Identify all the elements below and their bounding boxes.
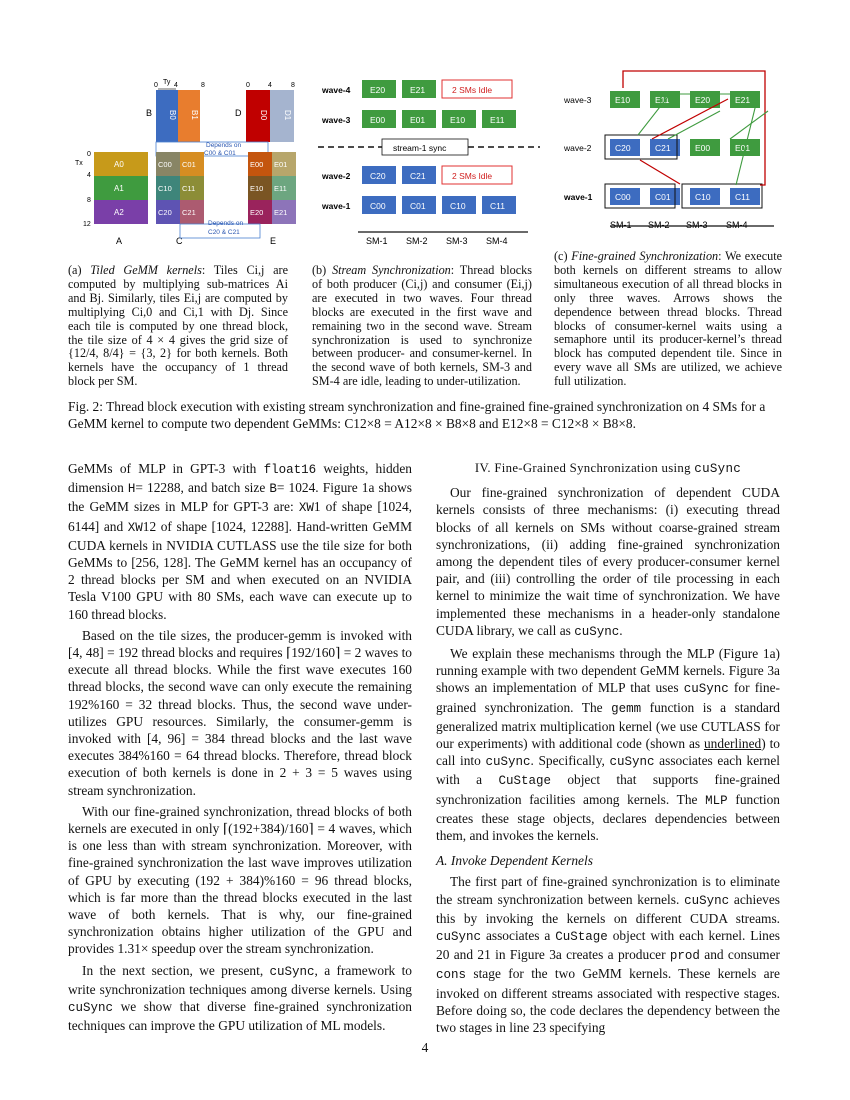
subsection-heading: A. Invoke Dependent Kernels xyxy=(436,853,593,869)
sm-label-3: SM-3 xyxy=(446,236,468,246)
tile-e11: E11 xyxy=(274,184,287,193)
tile-c00: C00 xyxy=(158,160,172,169)
depends-bottom-2: C20 & C21 xyxy=(208,229,240,236)
wave-label: wave-4 xyxy=(322,85,351,95)
sm-label-2: SM-2 xyxy=(406,236,428,246)
thread-block-label: E00 xyxy=(370,115,386,125)
tile-c21: C21 xyxy=(182,208,196,217)
left-column xyxy=(68,460,412,1035)
left-paragraph-2: Based on the tile sizes, the producer-gemm is invoked with [4, 48] = 192 thread blocks and requires ⌈192/160⌉ = 2 waves to execute all thread blocks. While the first wave executes 160 thread blocks, the second wave can only execute the remaining 192%160 = 32 thread blocks. Thus, the second wave under-utilizes GPU resources. Similarly, the consumer-gemm is invoked with [4, 96] = 384 thread blocks and the last wave executes 384%160 = 64 thread blocks. Therefore, thread block execution of both kernels is done in 2 + 3 = 5 waves using stream synchronization. xyxy=(68,627,412,798)
figure-a-tiled-gemm xyxy=(70,76,310,254)
section-heading: IV. Fine-Grained Synchronization using cuSync xyxy=(474,461,742,476)
right-paragraph-3: The first part of fine-grained synchronization is to eliminate the stream synchronization between kernels. cuSync achieves this by invoking the kernels on different CUDA streams. cuSync associates a CuStage object with each kernel. Lines 20 and 21 in Figure 3a creates a producer prod and consumer cons stage for the two GeMM kernels. These kernels are invoked on different streams associated with respective stages. Before doing so, the code declares the dependency between the two stages in line 23 specifying xyxy=(436,874,781,1036)
tile-a0-label: A0 xyxy=(114,160,124,169)
tick-d-4: 4 xyxy=(268,82,272,89)
tile-b0-label: B0 xyxy=(168,110,177,120)
right-paragraph-1: Our fine-grained synchronization of dependent CUDA kernels consists of three mechanisms: (i) executing thread blocks of all kernels on SMs without coarse-grained stream synchronizations, (ii) adding fine-grained synchronization among the dependent tiles of every producer-consumer kernel pair, and (iii) controlling the order of tile processing in each kernel to minimize the wait time of synchronization. We have implemented these mechanisms in a header-only standalone CUDA library, we call as cuSync. xyxy=(436,485,780,639)
tile-d0-label: D0 xyxy=(259,110,268,121)
left-paragraph-4: In the next section, we present, cuSync, a framework to write synchronization techniques among diverse kernels. Using cuSync we show that diverse fine-grained synchronization techniques can improve the GPU utilization of ML models. xyxy=(68,962,412,1034)
tick-d-8: 8 xyxy=(291,82,295,89)
tick-b-4: 4 xyxy=(174,82,178,89)
left-paragraph-1: GeMMs of MLP in GPT-3 with float16 weights, hidden dimension H= 12288, and batch size B= 1024. Figure 1a shows the GeMM sizes in MLP for GPT-3 are: XW1 of shape [1024, 6144] and XW12 of shape [1024, 12288]. Hand-written GeMM CUDA kernels in NVIDIA CUTLASS use the tile size for both GeMMs to [256, 128]. The GeMM kernel has an occupancy of 2 thread blocks per SM and when executed on an NVIDIA Tesla V100 GPU with 80 SMs, each wave can execute up to 160 thread blocks. xyxy=(68,461,413,622)
c-thread-block-label: E10 xyxy=(615,95,631,105)
figure-caption: Fig. 2: Thread block execution with existing stream synchronization and fine-grained fine-grained synchronization on 4 SMs for a GeMM kernel to compute two dependent GeMMs: C12×8 = A12×8 × B8×8 and E12×8 = C12×8 × B8×8. xyxy=(68,399,766,431)
c-wave-label: wave-3 xyxy=(564,95,592,105)
thread-block-label: E21 xyxy=(410,85,426,95)
label-b: B xyxy=(146,108,153,118)
page-number: 4 xyxy=(421,1040,429,1055)
tick-a-8: 8 xyxy=(87,197,91,204)
right-column xyxy=(436,460,780,1036)
tile-d1-label: D1 xyxy=(283,110,292,121)
tile-c11: C11 xyxy=(182,184,196,193)
tick-a-0: 0 xyxy=(87,151,91,158)
sm-label-1: SM-1 xyxy=(366,236,388,246)
c-sm-label-2: SM-2 xyxy=(648,220,670,230)
c-thread-block-label: E21 xyxy=(735,95,751,105)
tile-c10: C10 xyxy=(158,184,172,193)
c-sm-label-3: SM-3 xyxy=(686,220,708,230)
thread-block-label: C01 xyxy=(410,201,426,211)
label-d: D xyxy=(235,108,242,118)
caption-c: (c) Fine-grained Synchronization: We execute both kernels on different streams to allow simultaneous execution of all thread blocks in only three waves. Arrows shows the dependence between thread blocks. Thread blocks of consumer-kernel waits using a semaphore until its producer-kernel’s thread block has computed dependent tile. Since in every wave all SMs are utilized, we achieve full utilization. xyxy=(554,249,782,389)
tile-b1-label: B1 xyxy=(190,110,199,120)
tile-e10: E10 xyxy=(250,184,264,193)
caption-b: (b) Stream Synchronization: Thread blocks of both producer (Ci,j) and consumer (Ei,j) are executed in two waves. Four thread blocks are executed in the first wave and remaining two in the second wave. Stream synchronization is used to synchronize between producer- and consumer-kernel. In the second wave of both kernels, SM-3 and SM-4 are idle, leading to under-utilization. xyxy=(312,263,532,389)
tile-e21: E21 xyxy=(274,208,288,217)
tick-d-0: 0 xyxy=(246,82,250,89)
c-thread-block-label: C10 xyxy=(695,192,711,202)
c-thread-block-label: C11 xyxy=(735,192,750,202)
depends-top-1: Depends on xyxy=(206,142,242,149)
stream-sync-label: stream-1 sync xyxy=(393,143,447,153)
thread-block-label: C10 xyxy=(450,201,466,211)
wave-label: wave-3 xyxy=(322,115,351,125)
tick-b-0: 0 xyxy=(154,82,158,89)
thread-block-label: C20 xyxy=(370,171,386,181)
c-wave-label: wave-2 xyxy=(564,143,592,153)
tick-a-12: 12 xyxy=(83,221,91,228)
tile-a2-label: A2 xyxy=(114,208,124,217)
thread-block-label: E11 xyxy=(490,115,505,125)
figure-b-stream-sync xyxy=(318,76,540,248)
c-thread-block-label: E11 xyxy=(655,95,670,105)
c-thread-block-label: E20 xyxy=(695,95,711,105)
idle-label: 2 SMs Idle xyxy=(452,85,493,95)
thread-block-label: C00 xyxy=(370,201,386,211)
idle-label: 2 SMs Idle xyxy=(452,171,493,181)
thread-block-label: C21 xyxy=(410,171,426,181)
c-wave-label: wave-1 xyxy=(564,192,593,202)
c-thread-block-label: C00 xyxy=(615,192,631,202)
c-thread-block-label: E01 xyxy=(735,143,751,153)
thread-block-label: E20 xyxy=(370,85,386,95)
tile-a1-label: A1 xyxy=(114,184,124,193)
tile-e00: E00 xyxy=(250,160,264,169)
label-ty: Ty xyxy=(163,79,171,86)
wave-label: wave-2 xyxy=(322,171,351,181)
c-sm-label-1: SM-1 xyxy=(610,220,632,230)
sm-label-4: SM-4 xyxy=(486,236,508,246)
wave-label: wave-1 xyxy=(322,201,351,211)
tile-e20: E20 xyxy=(250,208,264,217)
thread-block-label: E10 xyxy=(450,115,466,125)
c-thread-block-label: C20 xyxy=(615,143,631,153)
tick-b-8: 8 xyxy=(201,82,205,89)
c-thread-block-label: C01 xyxy=(655,192,671,202)
right-paragraph-2: We explain these mechanisms through the MLP (Figure 1a) running example with two dependent GeMM kernels. Figure 3a shows an implementation of MLP that uses cuSync for fine-grained synchronization. The gemm function is a standard generalized matrix multiplication kernel (we use CUTLASS for our experiments) with additional code (shown as underlined) to call into cuSync. Specifically, cuSync associates each kernel with a CuStage object that supports fine-grained synchronization facilities among kernels. The MLP function creates these stage objects, declares dependencies between them, and invokes the kernels. xyxy=(436,646,780,844)
left-paragraph-3: With our fine-grained synchronization, thread blocks of both kernels are executed in only ⌈(192+384)/160⌉ = 4 waves, which is one less than with stream synchronization. Moreover, with fine-grained synchronization the last wave improves utilization of GPU by executing (192 + 384)%160 = 96 thread blocks, which is far more than the thread blocks executed in the last wave of both kernels. That is why, our fine-grained synchronization obtains higher utilization of the GPU and provides 1.31× speedup over the stream synchronization. xyxy=(68,803,412,957)
c-thread-block-label: E00 xyxy=(695,143,711,153)
tile-e01: E01 xyxy=(274,160,288,169)
tile-c01: C01 xyxy=(182,160,196,169)
depends-top-2: C00 & C01 xyxy=(204,150,236,157)
thread-block-label: C11 xyxy=(490,201,505,211)
label-tx: Tx xyxy=(75,160,83,167)
depends-bottom-1: Depends on xyxy=(208,220,244,227)
thread-block-label: E01 xyxy=(410,115,426,125)
c-thread-block-label: C21 xyxy=(655,143,671,153)
tick-a-4: 4 xyxy=(87,172,91,179)
label-c: C xyxy=(176,236,183,246)
caption-a: (a) Tiled GeMM kernels: Tiles Ci,j are computed by multiplying sub-matrices Ai and Bj. Similarly, tiles Ei,j are computed by multiplying Ci,0 and Ci,1 with Dj. Since each tile is computed by one thread block, the tile size of 4 × 4 gives the grid size of {12/4, 8/4} = {3, 2} for both kernels. Both kernels have the occupancy of 1 thread block per SM. xyxy=(68,263,289,389)
tile-c20: C20 xyxy=(158,208,172,217)
label-e: E xyxy=(270,236,277,246)
c-sm-label-4: SM-4 xyxy=(726,220,748,230)
figure-c-fine-grained-sync xyxy=(560,66,782,236)
label-a: A xyxy=(116,236,123,246)
